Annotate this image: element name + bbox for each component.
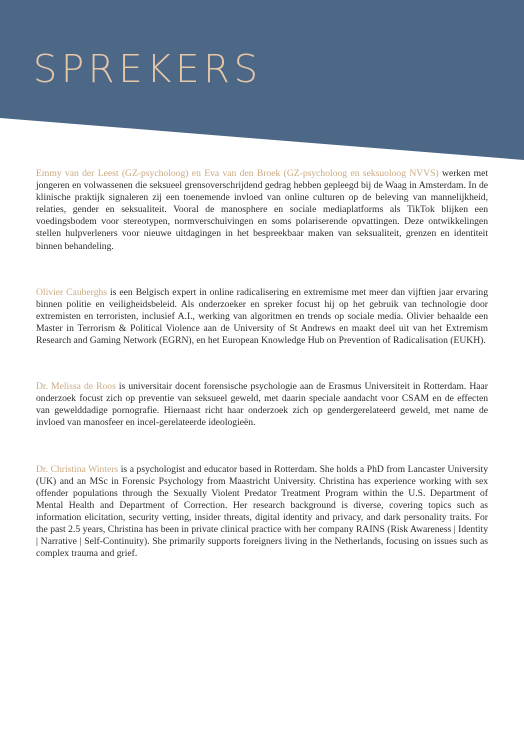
speaker-entry-cauberghs	[36, 287, 488, 347]
speaker-name: Dr. Melissa de Roos	[36, 381, 116, 393]
speaker-bio: is a psychologist and educator based in Rotterdam. She holds a PhD from Lancaster University (UK) and an MSc in Forensic Psychology from Maastricht University. Christina has experience working with sex offender populations through the Sexually Violent Predator Treatment Program within the U.S. Department of Mental Health and Department of Correction. Her research background is diverse, covering topics such as information elicitation, security vetting, insider threats, digital identity and privacy, and dark personality traits. For the past 2.5 years, Christina has been in private clinical practice with her company RAINS (Risk Awareness | Identity | Narrative | Self-Continuity). She primarily supports foreigners living in the Netherlands, focusing on issues such as complex trauma and grief.	[36, 463, 488, 560]
speakers-list	[36, 168, 488, 594]
speaker-name: Olivier Cauberghs	[36, 286, 108, 298]
speaker-entry-winters	[36, 464, 488, 561]
speaker-bio: is universitair docent forensische psychologie aan de Erasmus Universiteit in Rotterdam. Haar onderzoek focust zich op preventie van seksueel geweld, met daarin speciale aandacht voor CSAM en de effecten van gewelddadige pornografie. Hiernaast richt haar onderzoek zich op gendergerelateerd geweld, met name de invloed van manosfeer en incel-gerelateerde ideologieën.	[36, 381, 488, 429]
speaker-bio: is een Belgisch expert in online radicalisering en extremisme met meer dan vijftien jaar ervaring binnen politie en veiligheidsbeleid. Als onderzoeker en spreker focust hij op het gebruik van technologie door extremisten en terroristen, inclusief A.I., werking van algoritmen en trends op sociale media. Olivier behaalde een Master in Terrorism & Political Violence aan de University of St Andrews en maakt deel uit van het Extremism Research and Gaming Network (EGRN), en het European Knowledge Hub on Prevention of Radicalisation (EUKH).	[36, 286, 489, 347]
speaker-entry-van-der-leest-van-den-broek	[36, 168, 488, 253]
speaker-name: Emmy van der Leest (GZ-psycholoog) en Eva van den Broek (GZ-psycholoog en seksuoloog NVVS)	[36, 168, 439, 179]
speaker-entry-de-roos	[36, 381, 488, 429]
speaker-name: Dr. Christina Winters	[36, 463, 119, 475]
page-title: SPREKERS	[33, 47, 262, 91]
speaker-bio: werken met jongeren en volwassenen die seksueel grensoverschrijdend gedrag hebben gepleegd bij de Waag in Amsterdam. In de klinische praktijk signaleren zij een toenemende invloed van online culturen op de beleving van mannelijkheid, relaties, gender en seksualiteit. Vooral de manosphere en sociale mediaplatforms als TikTok blijken een voedingsbodem voor stereotypen, normverschuivingen en soms polariserende opvattingen. Deze ontwikkelingen stellen hulpverleners voor nieuwe uitdagingen in het bespreekbaar maken van seksualiteit, grenzen en identiteit binnen behandeling.	[36, 168, 489, 252]
